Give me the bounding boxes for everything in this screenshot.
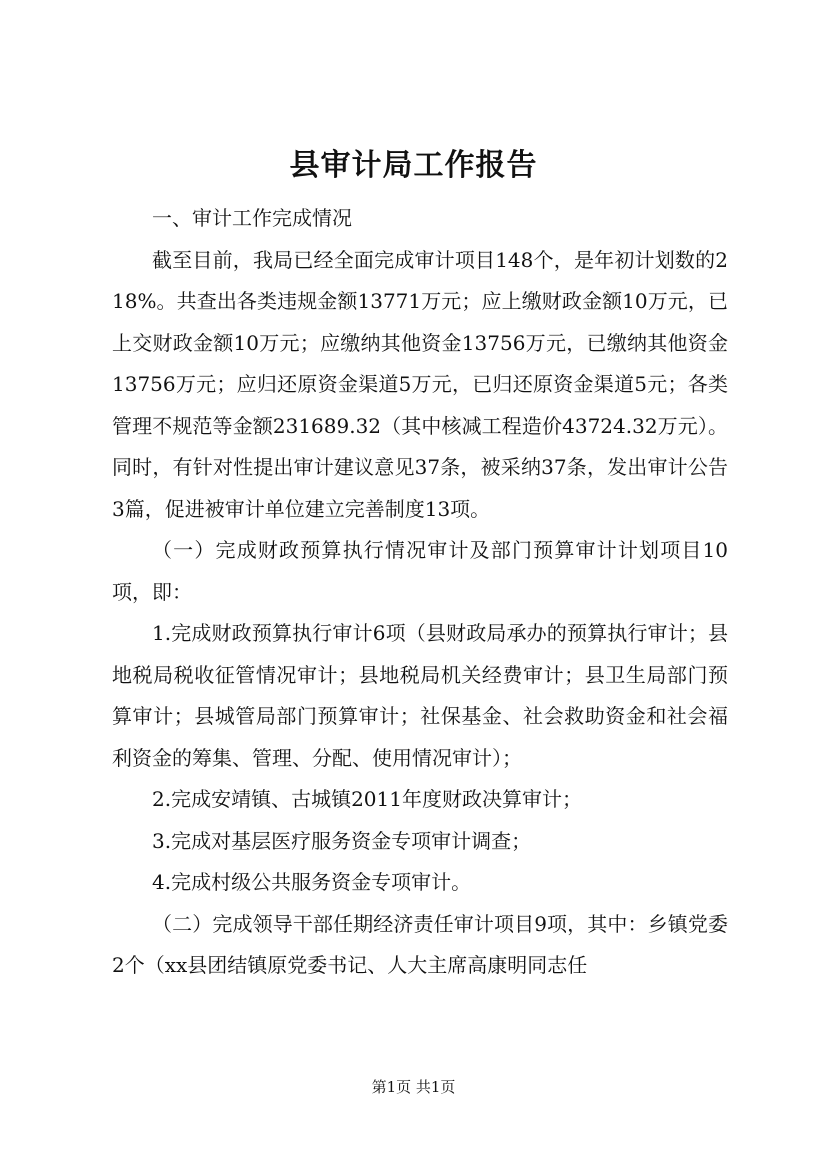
paragraph: 截至目前，我局已经全面完成审计项目148个，是年初计划数的218%。共查出各类违规金额13771万元；应上缴财政金额10万元，已上交财政金额10万元；应缴纳其他资金13756万元，已缴纳其他资金13756万元；应归还原资金渠道5万元，已归还原资金渠道5元；各类管理不规范等金额231689.32（其中核减工程造价43724.32万元）。同时，有针对性提出审计建议意见37条，被采纳37条，发出审计公告3篇，促进被审计单位建立完善制度13项。 [112, 247, 728, 521]
document-title: 县审计局工作报告 [289, 148, 538, 183]
list-item: 4.完成村级公共服务资金专项审计。 [152, 870, 472, 894]
page-footer: 第1页 共1页 [371, 1078, 456, 1096]
list-item: 3.完成对基层医疗服务资金专项审计调查； [152, 828, 532, 853]
subsection-heading: （二）完成领导干部任期经济责任审计项目9项，其中：乡镇党委2个（xx县团结镇原党委书记、人大主席高康明同志任 [112, 911, 728, 977]
section-heading: 一、审计工作完成情况 [152, 206, 352, 230]
subsection-heading: （一）完成财政预算执行情况审计及部门预算审计计划项目10项，即： [112, 538, 728, 604]
document-body [112, 198, 728, 987]
list-item: 2.完成安靖镇、古城镇2011年度财政决算审计； [152, 787, 582, 811]
list-item: 1.完成财政预算执行审计6项（县财政局承办的预算执行审计；县地税局税收征管情况审计；县地税局机关经费审计；县卫生局部门预算审计；县城管局部门预算审计；社保基金、社会救助资金和社会福利资金的筹集、管理、分配、使用情况审计）； [112, 621, 728, 770]
